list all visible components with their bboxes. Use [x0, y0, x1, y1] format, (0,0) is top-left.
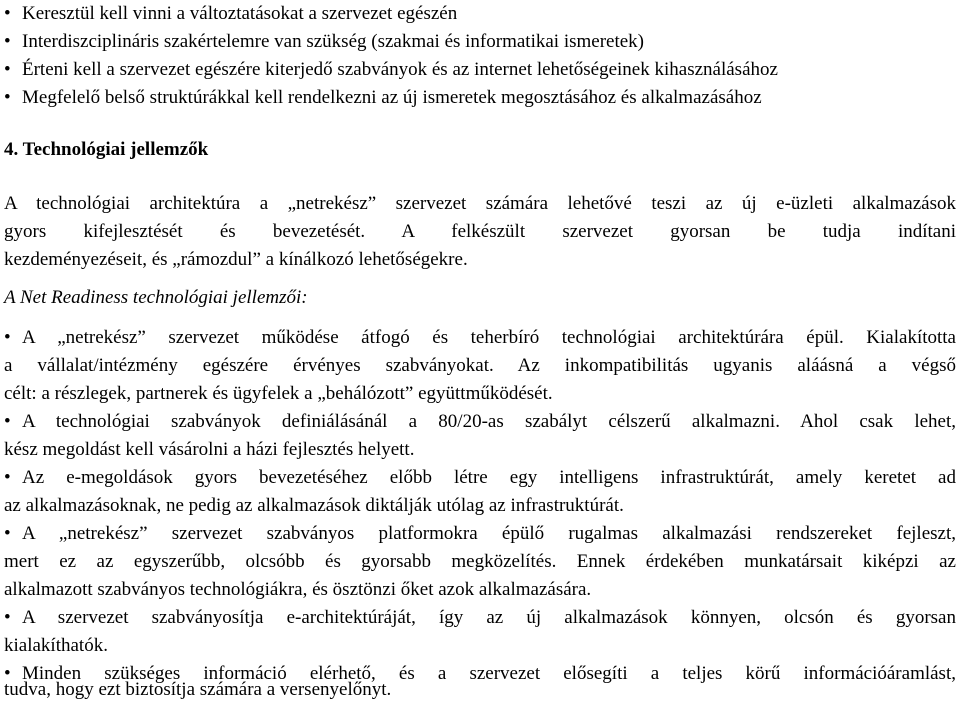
list-item-text: A „netrekész” szervezet szabványos platformokra épülő rugalmas alkalmazási rendszereket fejleszt, [22, 523, 956, 544]
bullet-marker: • [4, 3, 11, 24]
list-item [4, 86, 956, 110]
bullet-marker: • [4, 467, 11, 488]
bullet-marker: • [4, 411, 11, 432]
paragraph-line: mert ez az egyszerűbb, olcsóbb és gyorsabb megközelítés. Ennek érdekében munkatársait kiképzi az [4, 551, 956, 572]
list-item [4, 410, 956, 434]
list-item-text: Interdiszciplináris szakértelemre van szükség (szakmai és informatikai ismeretek) [22, 31, 644, 52]
list-item [4, 30, 956, 54]
bullet-marker: • [4, 59, 11, 80]
bullet-marker: • [4, 31, 11, 52]
paragraph-line: célt: a részlegek, partnerek és ügyfelek a „behálózott” együttműködését. [4, 383, 553, 404]
section-heading: 4. Technológiai jellemzők [4, 139, 209, 160]
paragraph-line: alkalmazott szabványos technológiákra, és ösztönzi őket azok alkalmazására. [4, 579, 592, 600]
bullet-marker: • [4, 87, 11, 108]
paragraph-line: gyors kifejlesztését és bevezetését. A felkészült szervezet gyorsan be tudja indítani [4, 221, 956, 242]
list-item-text: Keresztül kell vinni a változtatásokat a szervezet egészén [22, 3, 458, 24]
paragraph-line: kezdeményezéseit, és „rámozdul” a kínálkozó lehetőségekre. [4, 249, 468, 270]
list-item-text: Érteni kell a szervezet egészére kiterjedő szabványok és az internet lehetőségeinek kihasználásához [22, 59, 778, 80]
list-item-text: Megfelelő belső struktúrákkal kell rendelkezni az új ismeretek megosztásához és alkalmazásához [22, 87, 762, 108]
list-item-text: A technológiai szabványok definiálásánál a 80/20-as szabályt célszerű alkalmazni. Ahol csak lehet, [22, 411, 956, 432]
bullet-marker: • [4, 523, 11, 544]
list-item-text: Minden szükséges információ elérhető, és a szervezet elősegíti a teljes körű információáramlást, [22, 663, 956, 684]
list-item [4, 58, 956, 82]
paragraph-line: A technológiai architektúra a „netrekész” szervezet számára lehetővé teszi az új e-üzleti alkalmazások [4, 193, 956, 214]
paragraph-line: kész megoldást kell vásárolni a házi fejlesztés helyett. [4, 439, 415, 460]
list-item-text: A szervezet szabványosítja e-architektúráját, így az új alkalmazások könnyen, olcsón és gyorsan [22, 607, 956, 628]
paragraph-line: kialakíthatók. [4, 635, 108, 656]
paragraph-line: tudva, hogy ezt biztosítja számára a versenyelőnyt. [4, 679, 392, 700]
paragraph-line: a vállalat/intézmény egészére érvényes szabványokat. Az inkompatibilitás ugyanis aláásná a végső [4, 355, 956, 376]
subheading: A Net Readiness technológiai jellemzői: [4, 287, 308, 308]
list-item-text: Az e-megoldások gyors bevezetéséhez előbb létre egy intelligens infrastruktúrát, amely keretet ad [22, 467, 956, 488]
list-item [4, 2, 956, 26]
bullet-marker: • [4, 663, 11, 684]
bullet-marker: • [4, 607, 11, 628]
bullet-marker: • [4, 327, 11, 348]
list-item [4, 326, 956, 350]
list-item [4, 606, 956, 630]
list-item-text: A „netrekész” szervezet működése átfogó és teherbíró technológiai architektúrára épül. Kialakította [22, 327, 956, 348]
list-item [4, 466, 956, 490]
paragraph-line: az alkalmazásoknak, ne pedig az alkalmazások diktálják utólag az infrastruktúrát. [4, 495, 624, 516]
list-item [4, 522, 956, 546]
